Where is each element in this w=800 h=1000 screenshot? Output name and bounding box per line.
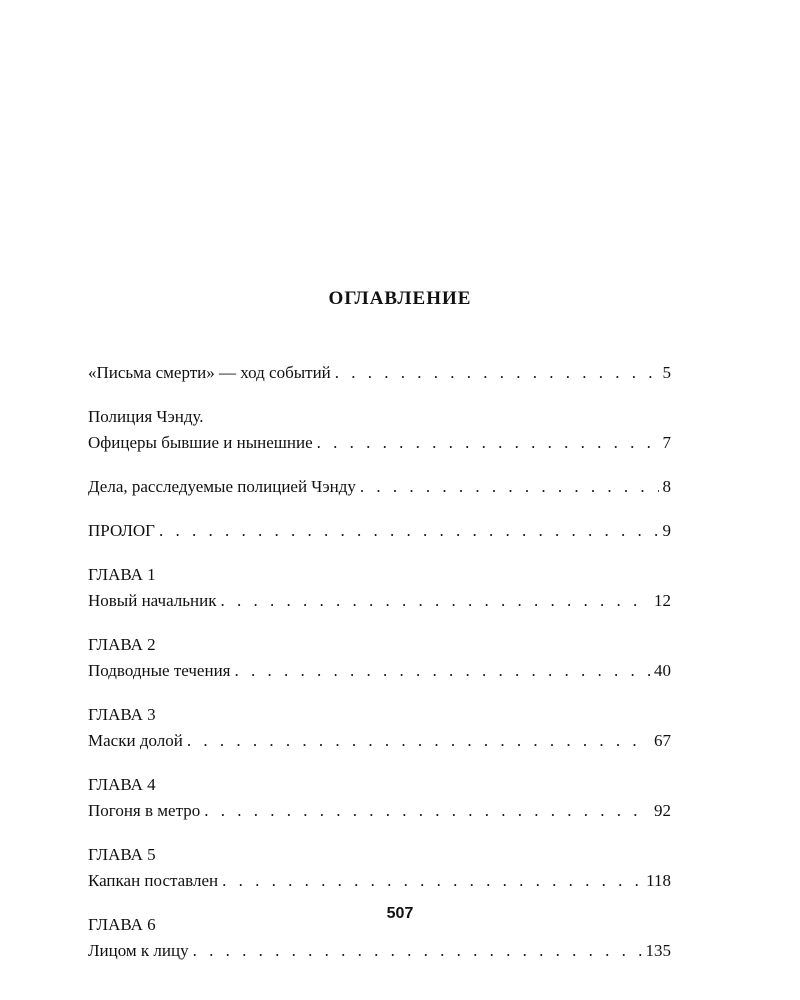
dot-leader [159, 518, 658, 544]
toc-chapter-number: ГЛАВА 5 [88, 845, 156, 864]
toc-page-number: 40 [654, 661, 671, 680]
toc-entry-title: «Письма смерти» — ход событий [88, 363, 331, 382]
toc-line [88, 474, 671, 500]
toc-chapter-number: ГЛАВА 2 [88, 635, 156, 654]
toc-line [88, 518, 671, 544]
toc-page-number: 7 [662, 433, 671, 452]
table-of-contents [88, 360, 671, 982]
toc-entry [88, 632, 671, 684]
toc-page-number: 118 [646, 871, 671, 890]
toc-chapter-number: ГЛАВА 4 [88, 775, 156, 794]
toc-entry-title: Лицом к лицу [88, 941, 189, 960]
toc-line [88, 868, 671, 894]
toc-line [88, 728, 671, 754]
toc-entry [88, 360, 671, 386]
page-number: 507 [386, 905, 414, 922]
dot-leader [193, 938, 642, 964]
page-title: ОГЛАВЛЕНИЕ [328, 288, 472, 309]
toc-entry [88, 404, 671, 456]
toc-entry [88, 702, 671, 754]
toc-entry-title: Офицеры бывшие и нынешние [88, 433, 313, 452]
toc-entry-title: Дела, расследуемые полицией Чэнду [88, 477, 356, 496]
toc-line [88, 430, 671, 456]
toc-page-number: 9 [662, 521, 671, 540]
toc-entry [88, 772, 671, 824]
dot-leader [222, 868, 642, 894]
dot-leader [187, 728, 650, 754]
toc-entry [88, 562, 671, 614]
toc-chapter-number: ГЛАВА 6 [88, 915, 156, 934]
dot-leader [204, 798, 650, 824]
toc-page-number: 12 [654, 591, 671, 610]
toc-page-number: 67 [654, 731, 671, 750]
toc-chapter-number: ГЛАВА 3 [88, 705, 156, 724]
toc-chapter-number: ГЛАВА 1 [88, 565, 156, 584]
toc-entry-heading: Полиция Чэнду. [88, 407, 204, 426]
toc-page-number: 8 [662, 477, 671, 496]
toc-line [88, 658, 671, 684]
toc-page-number: 5 [662, 363, 671, 382]
toc-entry-title: ПРОЛОГ [88, 521, 156, 540]
toc-page-number: 92 [654, 801, 671, 820]
toc-entry-title: Новый начальник [88, 591, 217, 610]
dot-leader [360, 474, 659, 500]
toc-entry-title: Капкан поставлен [88, 871, 219, 890]
toc-line [88, 798, 671, 824]
toc-line [88, 938, 671, 964]
toc-entry [88, 474, 671, 500]
dot-leader [317, 430, 659, 456]
toc-entry-title: Подводные течения [88, 661, 231, 680]
toc-entry [88, 842, 671, 894]
toc-entry [88, 518, 671, 544]
dot-leader [220, 588, 650, 614]
toc-entry-title: Погоня в метро [88, 801, 201, 820]
toc-page-number: 135 [645, 941, 671, 960]
dot-leader [234, 658, 650, 684]
toc-entry-title: Маски долой [88, 731, 183, 750]
dot-leader [335, 360, 659, 386]
toc-line [88, 588, 671, 614]
toc-line [88, 360, 671, 386]
